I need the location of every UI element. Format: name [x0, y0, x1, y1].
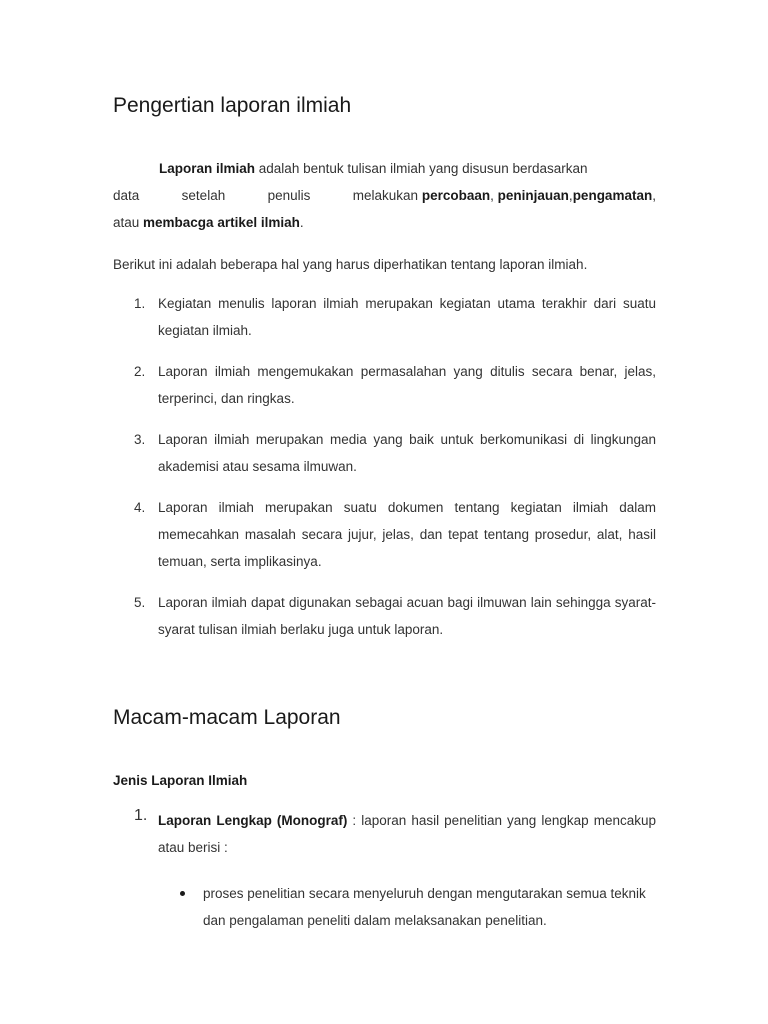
intro-paragraph: Laporan ilmiah adalah bentuk tulisan ilmiah yang disusun berdasarkan data setelah penulis melakukan percobaan, peninjauan,pengamatan, atau membacga artikel ilmiah.	[113, 161, 656, 230]
term-peninjauan: peninjauan	[497, 188, 569, 203]
term-laporan-lengkap: Laporan Lengkap (Monograf)	[158, 813, 348, 828]
lead-sentence: Berikut ini adalah beberapa hal yang harus diperhatikan tentang laporan ilmiah.	[113, 257, 588, 272]
report-types-list	[113, 807, 656, 861]
bullet-item: proses penelitian secara menyeluruh dengan mengutarakan semua teknik dan pengalaman peneliti dalam melaksanakan penelitian.	[113, 880, 656, 934]
term-membaca-artikel: membacga artikel ilmiah	[143, 215, 300, 230]
list-item: 1. Kegiatan menulis laporan ilmiah merupakan kegiatan utama terakhir dari suatu kegiatan ilmiah.	[134, 296, 656, 338]
list-item: 4. Laporan ilmiah merupakan suatu dokumen tentang kegiatan ilmiah dalam memecahkan masalah secara jujur, jelas, dan tepat tentang prosedur, alat, hasil temuan, serta implikasinya.	[134, 500, 656, 569]
bullet-list	[113, 880, 656, 934]
considerations-list	[113, 290, 656, 657]
term-pengamatan: pengamatan	[572, 188, 653, 203]
term-laporan-ilmiah: Laporan ilmiah	[159, 161, 256, 176]
list-item: 1. Laporan Lengkap (Monograf) : laporan hasil penelitian yang lengkap mencakup atau berisi :	[134, 807, 657, 855]
section-title-macam: Macam-macam Laporan	[113, 706, 341, 729]
section-title-pengertian: Pengertian laporan ilmiah	[113, 94, 352, 117]
list-item: 3. Laporan ilmiah merupakan media yang baik untuk berkomunikasi di lingkungan akademisi atau sesama ilmuwan.	[134, 432, 656, 474]
list-item: 5. Laporan ilmiah dapat digunakan sebagai acuan bagi ilmuwan lain sehingga syarat-syarat tulisan ilmiah berlaku juga untuk laporan.	[134, 595, 656, 637]
bullet-dot-icon	[180, 891, 185, 896]
subheading-jenis-laporan: Jenis Laporan Ilmiah	[113, 773, 248, 788]
list-item: 2. Laporan ilmiah mengemukakan permasalahan yang ditulis secara benar, jelas, terperinci, dan ringkas.	[134, 364, 656, 406]
term-percobaan: percobaan	[421, 188, 491, 203]
